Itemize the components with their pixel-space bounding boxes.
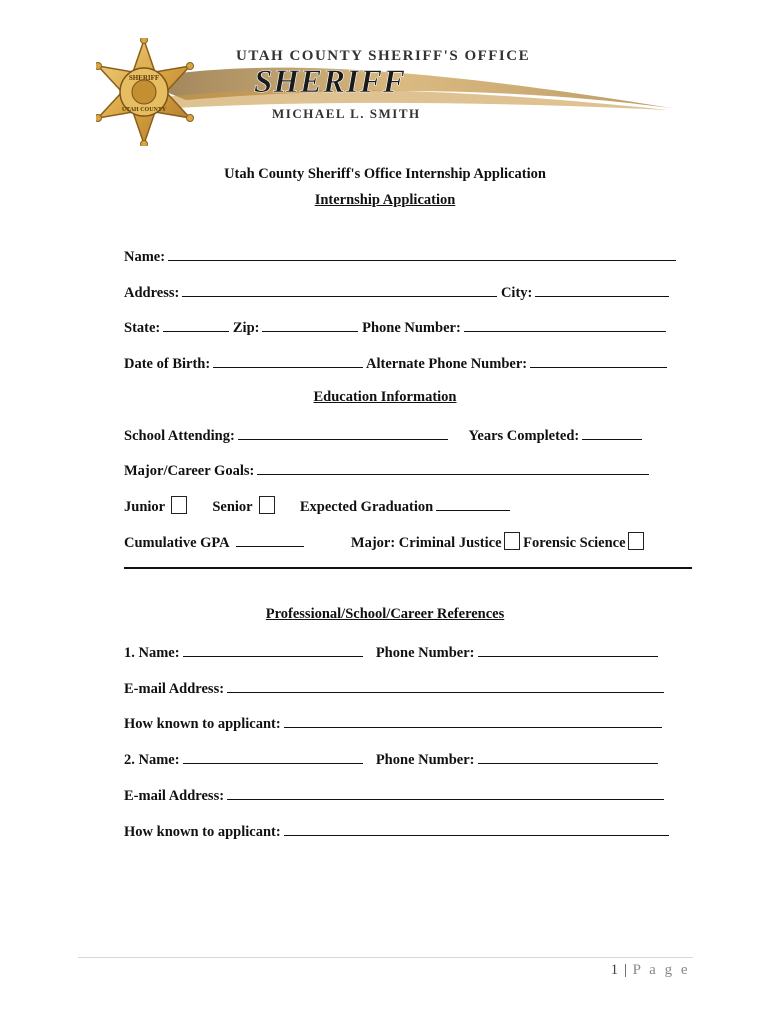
alt-phone-label: Alternate Phone Number:: [366, 356, 528, 372]
document-title: Utah County Sheriff's Office Internship Application: [224, 166, 546, 182]
zip-label: Zip:: [232, 320, 260, 336]
graduation-label: Expected Graduation: [299, 499, 434, 515]
ref2-name-field[interactable]: [183, 749, 363, 764]
document-subtitle: Internship Application: [314, 192, 456, 208]
ref2-email-label: E-mail Address:: [124, 788, 225, 804]
name-field[interactable]: [168, 246, 676, 261]
address-label: Address:: [124, 285, 180, 301]
school-field[interactable]: [238, 425, 448, 440]
ref1-name-field[interactable]: [183, 642, 363, 657]
education-heading: Education Information: [313, 389, 457, 405]
school-label: School Attending:: [124, 428, 235, 444]
goals-row: [124, 460, 649, 478]
ref1-email-label: E-mail Address:: [124, 681, 225, 697]
city-field[interactable]: [535, 282, 669, 297]
address-field[interactable]: [182, 282, 497, 297]
ref1-known-label: How known to applicant:: [124, 716, 281, 732]
ref1-email-row: [124, 678, 664, 696]
office-line-text: UTAH COUNTY SHERIFF'S OFFICE: [236, 48, 531, 64]
junior-checkbox[interactable]: [171, 496, 187, 514]
ref1-phone-field[interactable]: [478, 642, 658, 657]
dob-label: Date of Birth:: [124, 356, 211, 372]
zip-field[interactable]: [262, 317, 358, 332]
ref2-email-row: [124, 785, 664, 803]
ref1-email-field[interactable]: [227, 678, 664, 693]
ref2-known-row: [124, 821, 669, 839]
senior-label: Senior: [212, 499, 253, 515]
major-criminal-justice-label: Major: Criminal Justice: [350, 535, 502, 551]
forensic-science-checkbox[interactable]: [628, 532, 644, 550]
address-row: [124, 282, 669, 300]
school-row: [124, 425, 642, 443]
ref2-phone-field[interactable]: [478, 749, 658, 764]
wordmark-text: SHERIFF: [254, 64, 406, 100]
ref2-known-label: How known to applicant:: [124, 824, 281, 840]
ref1-phone-label: Phone Number:: [375, 645, 475, 661]
gpa-field[interactable]: [236, 532, 304, 547]
criminal-justice-checkbox[interactable]: [504, 532, 520, 550]
ref1-known-row: [124, 713, 662, 731]
phone-label: Phone Number:: [362, 320, 461, 336]
references-heading: Professional/School/Career References: [265, 606, 505, 622]
ref1-name-row: [124, 642, 658, 660]
footer-divider: [78, 957, 693, 958]
ref1-known-field[interactable]: [284, 713, 662, 728]
name-row: [124, 246, 676, 264]
ref2-name-label: 2. Name:: [124, 752, 180, 768]
years-completed-label: Years Completed:: [468, 428, 580, 444]
dob-row: [124, 353, 667, 371]
forensic-science-label: Forensic Science: [523, 535, 626, 551]
goals-label: Major/Career Goals:: [124, 463, 255, 479]
ref2-email-field[interactable]: [227, 785, 664, 800]
years-completed-field[interactable]: [582, 425, 642, 440]
page-number: 1: [610, 962, 620, 978]
sheriff-letterhead-logo: [96, 38, 676, 146]
state-field[interactable]: [163, 317, 229, 332]
state-label: State:: [124, 320, 161, 336]
ref2-name-row: [124, 749, 658, 767]
ref2-known-field[interactable]: [284, 821, 669, 836]
class-year-row: [124, 496, 510, 514]
section-divider: [124, 567, 692, 569]
ref1-name-label: 1. Name:: [124, 645, 180, 661]
junior-label: Junior: [124, 499, 166, 515]
senior-checkbox[interactable]: [259, 496, 275, 514]
badge-top-text: SHERIFF: [128, 74, 160, 82]
ref2-phone-label: Phone Number:: [375, 752, 475, 768]
gpa-row: [124, 532, 644, 550]
goals-field[interactable]: [257, 460, 649, 475]
page-footer: [611, 962, 690, 979]
dob-field[interactable]: [213, 353, 363, 368]
name-label: Name:: [124, 249, 166, 265]
badge-bottom-text: UTAH COUNTY: [121, 107, 167, 113]
city-label: City:: [500, 285, 533, 301]
page-word: P a g e: [632, 962, 690, 978]
gpa-label: Cumulative GPA: [124, 535, 230, 551]
sheriff-name-text: MICHAEL L. SMITH: [272, 106, 421, 121]
graduation-field[interactable]: [436, 496, 510, 511]
state-row: [124, 317, 666, 335]
alt-phone-field[interactable]: [530, 353, 667, 368]
phone-field[interactable]: [464, 317, 666, 332]
page-separator: |: [623, 962, 628, 978]
